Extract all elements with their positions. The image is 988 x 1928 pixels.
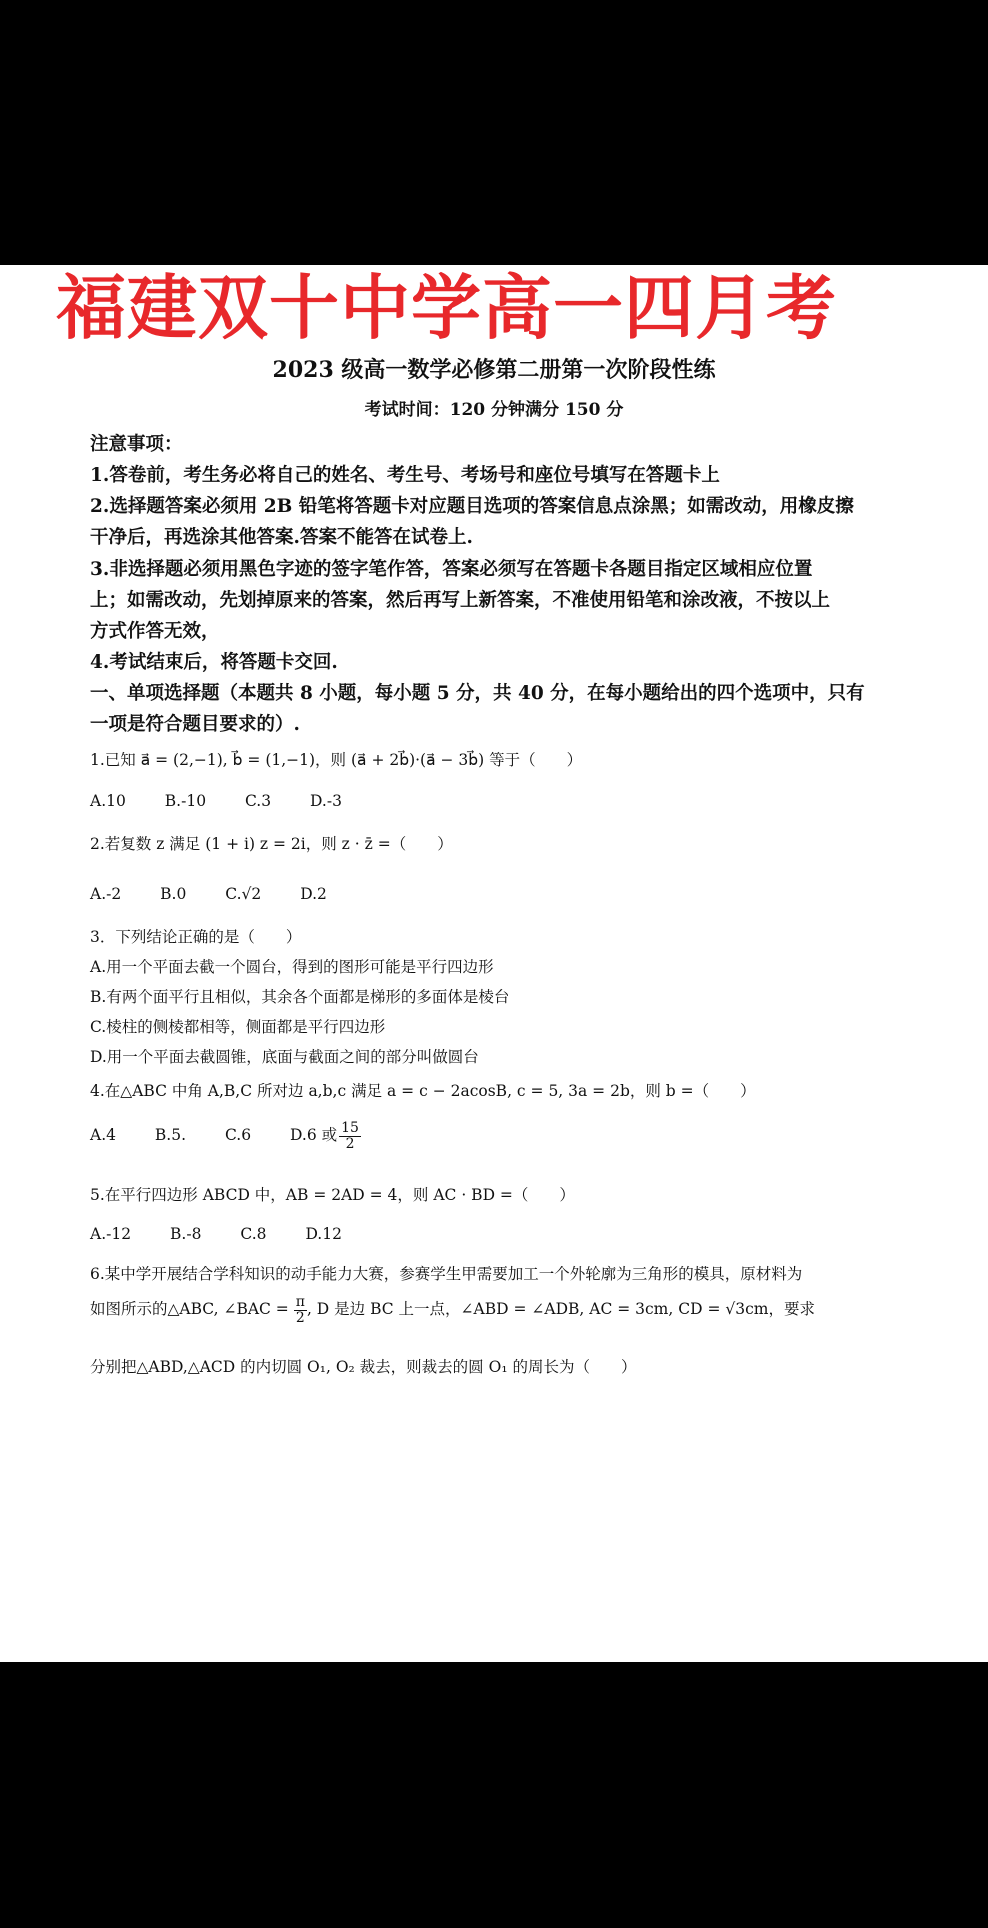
q5-option-c: C.8 (240, 1225, 267, 1243)
q4-fraction-denominator: 2 (345, 1135, 355, 1152)
question-3: 3．下列结论正确的是（ ） (90, 928, 302, 946)
q5-option-a: A.-12 (90, 1225, 132, 1243)
note-3-line-2: 上；如需改动，先划掉原来的答案，然后再写上新答案，不准使用铅笔和涂改液，不按以上 (90, 590, 831, 611)
q4-fraction-numerator: 15 (341, 1120, 359, 1136)
top-black-bar (0, 0, 988, 265)
question-2-options (90, 885, 361, 903)
note-2-line-2: 干净后，再选涂其他答案.答案不能答在试卷上. (90, 527, 473, 548)
q2-option-d: D.2 (300, 885, 327, 903)
q6-fraction-denominator: 2 (295, 1309, 305, 1326)
q3-option-d: D.用一个平面去截圆锥，底面与截面之间的部分叫做圆台 (90, 1048, 479, 1066)
q3-option-c: C.棱柱的侧棱都相等，侧面都是平行四边形 (90, 1018, 386, 1036)
question-2: 2.若复数 z 满足 (1 + i) z = 2i，则 z · z̄ =（ ） (90, 835, 453, 853)
q3-option-a: A.用一个平面去截一个圆台，得到的图形可能是平行四边形 (90, 958, 494, 976)
note-4: 4.考试结束后，将答题卡交回. (90, 652, 338, 673)
question-6-line-3: 分别把△ABD,△ACD 的内切圆 O₁, O₂ 裁去，则裁去的圆 O₁ 的周长为（ ） (90, 1358, 637, 1376)
bottom-black-bar (0, 1662, 988, 1928)
note-3-line-1: 3.非选择题必须用黑色字迹的签字笔作答，答案必须写在答题卡各题目指定区域相应位置 (90, 559, 813, 580)
question-4: 4.在△ABC 中角 A,B,C 所对边 a,b,c 满足 a = c − 2acosB, c = 5, 3a = 2b，则 b =（ ） (90, 1082, 756, 1100)
q1-option-c: C.3 (245, 792, 272, 810)
q4-option-d-fraction (339, 1121, 395, 1151)
q6-fraction-numerator: π (295, 1294, 305, 1310)
q2-option-c: C.√2 (225, 885, 262, 903)
q6-line-2-end: , D 是边 BC 上一点，∠ABD = ∠ADB, AC = 3cm, CD = √3cm，要求 (306, 1300, 815, 1319)
q4-option-a: A.4 (90, 1126, 116, 1145)
question-6-line-2 (90, 1295, 815, 1325)
q5-option-b: B.-8 (170, 1225, 202, 1243)
q5-option-d: D.12 (305, 1225, 342, 1243)
exam-paper (0, 265, 988, 1662)
q1-option-d: D.-3 (310, 792, 342, 810)
section-1-heading-line-2: 一项是符合题目要求的）. (90, 714, 300, 735)
question-5: 5.在平行四边形 ABCD 中，AB = 2AD = 4，则 AC · BD =（ ） (90, 1186, 575, 1204)
q1-option-a: A.10 (90, 792, 126, 810)
question-6-line-1: 6.某中学开展结合学科知识的动手能力大赛，参赛学生甲需要加工一个外轮廓为三角形的模具，原材料为 (90, 1265, 803, 1283)
note-1: 1.答卷前，考生务必将自己的姓名、考生号、考场号和座位号填写在答题卡上 (90, 465, 720, 486)
q6-angle-fraction (294, 1295, 307, 1325)
question-1: 1.已知 a⃗ = (2,−1), b⃗ = (1,−1)，则 (a⃗ + 2b⃗)·(a⃗ − 3b⃗) 等于（ ） (90, 751, 583, 769)
school-banner: 福建双十中学高一四月考 (56, 267, 837, 349)
exam-subtitle: 考试时间：120 分钟满分 150 分 (364, 400, 624, 420)
q6-line-2-start: 如图所示的△ABC, ∠BAC = (90, 1300, 289, 1319)
q4-option-b: B.5. (154, 1126, 187, 1145)
section-1-heading-line-1: 一、单项选择题（本题共 8 小题，每小题 5 分，共 40 分，在每小题给出的四个选项中，只有 (90, 683, 865, 704)
q1-option-b: B.-10 (164, 792, 207, 810)
q4-option-d-prefix: D.6 或 (290, 1126, 338, 1145)
q4-option-d (290, 1121, 429, 1151)
question-4-options (90, 1121, 463, 1151)
q3-option-b: B.有两个面平行且相似，其余各个面都是梯形的多面体是棱台 (90, 988, 510, 1006)
note-2-line-1: 2.选择题答案必须用 2B 铅笔将答题卡对应题目选项的答案信息点涂黑；如需改动，用橡皮擦 (90, 496, 854, 517)
exam-title: 2023 级高一数学必修第二册第一次阶段性练 (272, 357, 716, 383)
q4-option-c: C.6 (224, 1126, 252, 1145)
notes-header: 注意事项： (90, 434, 183, 455)
q2-option-a: A.-2 (90, 885, 122, 903)
note-3-line-3: 方式作答无效， (90, 621, 220, 642)
question-1-options (90, 792, 376, 810)
question-5-options (90, 1225, 376, 1243)
q2-option-b: B.0 (160, 885, 187, 903)
